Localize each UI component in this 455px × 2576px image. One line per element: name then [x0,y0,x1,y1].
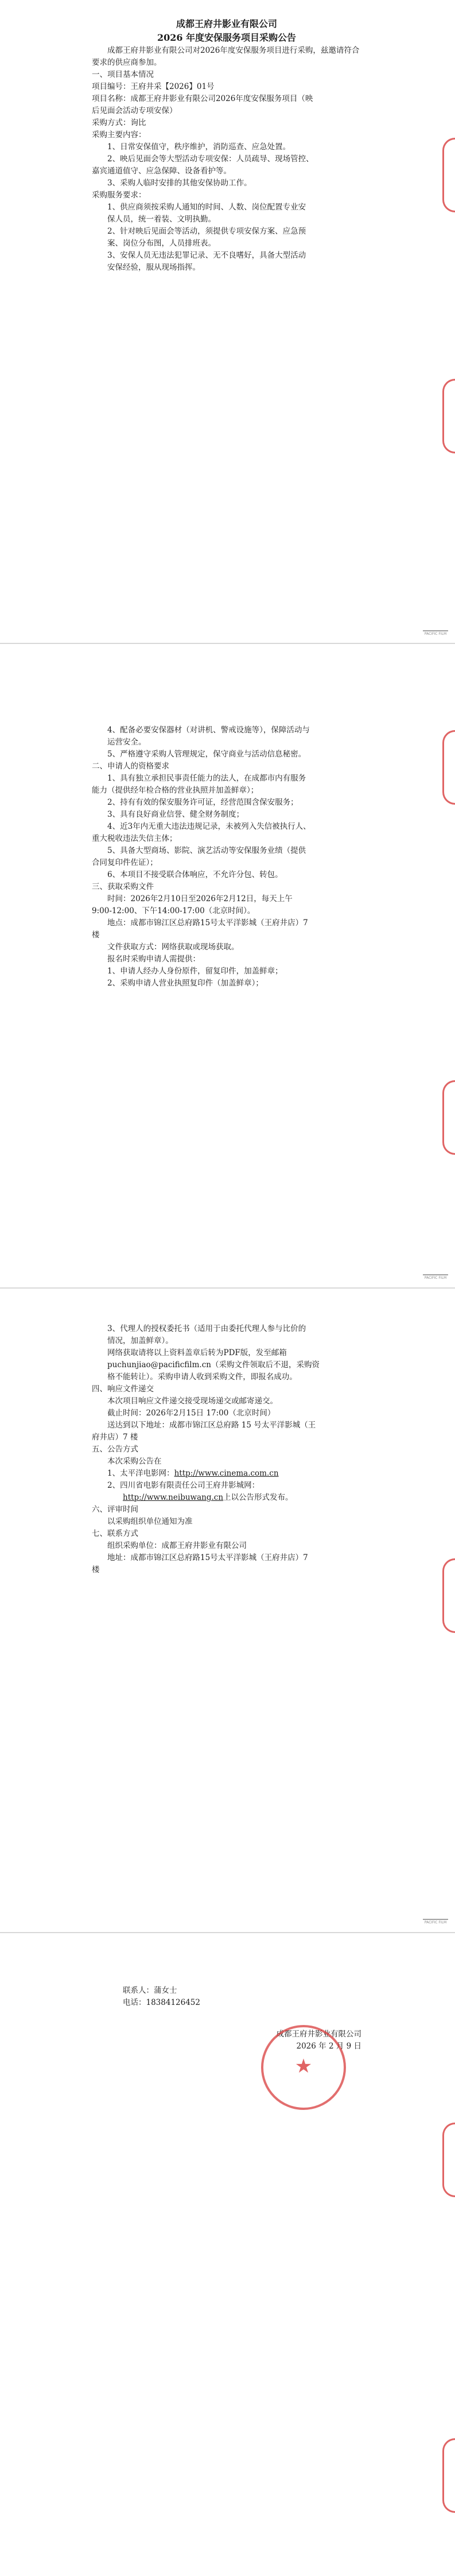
acquisition-method: 文件获取方式：网络获取或现场获取。 [107,942,239,952]
cinema-website-link[interactable]: http://www.cinema.com.cn [174,1469,279,1478]
signature-date: 2026 年 2 月 9 日 [296,2042,361,2051]
online-submission-line-3: 格不能转让）。采购申请人收到采购文件，即报名成功。 [107,1372,297,1382]
registration-item-3-line-2: 情况，加盖鲜章）。 [107,1336,173,1345]
seal-star-icon: ★ [294,2055,313,2078]
section-3-heading: 三、获取采购文件 [92,882,154,891]
contact-phone: 电话：18384126452 [123,1998,200,2007]
qualification-1-line-2: 能力（提供经年检合格的营业执照并加盖鲜章）； [92,786,259,795]
company-seal-stamp [261,2025,346,2110]
section-6-heading: 六、评审时间 [92,1505,138,1514]
intro-paragraph: 成都王府井影业有限公司对2026年度安保服务项目进行采购，兹邀请符合要求的供应商参加。 [92,46,360,67]
registration-item-3-line-1: 3、代理人的授权委托书（适用于由委托代理人参与比价的 [107,1324,306,1333]
seam-seal-stamp [442,2438,455,2513]
section-4-heading: 四、响应文件递交 [92,1384,154,1394]
requirements-heading: 采购服务要求： [92,191,146,200]
qualification-1-line-1: 1、具有独立承担民事责任能力的法人，在成都市内有服务 [107,774,306,783]
neibuwang-website-link[interactable]: http://www.neibuwang.cn [123,1493,224,1502]
page-2-content [92,724,361,990]
qualification-5-line-1: 5、具备大型商场、影院、演艺活动等安保服务业绩（提供 [107,846,306,855]
project-number: 项目编号：王府井采【2026】01号 [92,82,215,91]
response-deadline: 截止时间：2026年2月15日 17:00（北京时间） [107,1409,275,1418]
qualification-4-line-1: 4、近3年内无重大违法违规记录，未被列入失信被执行人、 [107,822,311,831]
section-7-heading: 七、联系方式 [92,1529,138,1538]
content-item-2-line-2: 嘉宾通道值守、应急保障、设备看护等。 [92,166,231,176]
publication-site-2-url-line [92,1492,361,1504]
qualification-2: 2、持有有效的保安服务许可证，经营范围含保安服务； [107,798,298,807]
signature-company: 成都王府井影业有限公司 [276,2030,361,2039]
registration-heading: 报名时采购申请人需提供： [107,955,200,964]
content-item-1: 1、日常安保值守，秩序维护，消防巡查、应急处置。 [107,142,291,152]
seam-seal-stamp [442,1080,455,1155]
contact-person: 联系人：蒲女士 [123,1986,177,1995]
project-name-line-2: 后见面会活动专项安保） [92,106,177,115]
delivery-address-line-1: 送达到以下地址：成都市锦江区总府路 15 号太平洋影城（王 [107,1421,316,1430]
publication-heading: 本次采购公告在 [107,1457,162,1466]
contact-address-line-2: 楼 [92,1565,100,1574]
acquisition-time-line-2: 9:00-12:00、下午14:00-17:00（北京时间）。 [92,906,255,915]
seam-seal-stamp [442,138,455,212]
requirement-3-line-1: 3、安保人员无违法犯罪记录、无不良嗜好，具备大型活动 [107,251,306,260]
seam-seal-stamp [442,379,455,453]
requirement-1-line-1: 1、供应商须按采购人通知的时间、人数、岗位配置专业安 [107,203,306,212]
footer-logo: PACIFIC FILM [423,630,448,637]
publication-site-1-label: 1、太平洋电影网： [107,1469,174,1478]
acquisition-time-line-1: 时间：2026年2月10日至2026年2月12日，每天上午 [107,894,293,903]
seam-seal-stamp [442,730,455,805]
review-time: 以采购组织单位通知为准 [107,1517,193,1526]
qualification-3: 3、具有良好商业信誉、健全财务制度； [107,810,244,819]
publication-site-2: 2、四川省电影有限责任公司王府井影城网： [107,1481,260,1490]
page-3-content [92,1323,361,1576]
document-page-3 [0,1289,455,1932]
content-item-2-line-1: 2、映后见面会等大型活动专项安保：人员疏导、现场管控、 [107,154,314,164]
online-submission-line-1: 网络获取请将以上资料盖章后转为PDF版，发至邮箱 [107,1348,287,1357]
page-1-content [92,17,361,274]
requirement-2-line-2: 案、岗位分布图，人员排班表。 [107,239,216,248]
requirement-3-line-2: 安保经验，服从现场指挥。 [107,263,200,272]
content-item-3: 3、采购人临时安排的其他安保协助工作。 [107,179,252,188]
procurement-method: 采购方式：询比 [92,118,146,127]
section-2-heading: 二、申请人的资格要求 [92,762,169,771]
publication-site-2-suffix: 上以公告形式发布。 [223,1493,293,1502]
section-1-heading: 一、项目基本情况 [92,70,154,79]
organizer: 组织采购单位：成都王府井影业有限公司 [107,1541,247,1550]
requirement-4-line-2: 运营安全。 [107,738,146,747]
requirement-4-line-1: 4、配备必要安保器材（对讲机、警戒设施等），保障活动与 [107,726,310,735]
document-title-line-2: 2026 年度安保服务项目采购公告 [157,32,297,43]
response-method: 本次项目响应文件递交接受现场递交或邮寄递交。 [107,1396,278,1406]
requirement-1-line-2: 保人员，统一着装、文明执勤。 [107,215,216,224]
document-title-line-1: 成都王府井影业有限公司 [176,18,277,29]
online-submission-line-2: puchunjiao@pacificfilm.cn（采购文件领取后不退，采购资 [107,1360,320,1370]
project-name-line-1: 项目名称：成都王府井影业有限公司2026年度安保服务项目（映 [92,94,313,103]
footer-logo: PACIFIC FILM [423,1274,448,1281]
registration-item-1: 1、申请人经办人身份原件，留复印件，加盖鲜章； [107,967,283,976]
requirement-2-line-1: 2、针对映后见面会等活动，须提供专项安保方案、应急预 [107,227,306,236]
document-page-1 [0,0,455,643]
seam-seal-stamp [442,1558,455,1633]
contact-address-line-1: 地址：成都市锦江区总府路15号太平洋影城（王府井店）7 [107,1553,308,1562]
footer-logo: PACIFIC FILM [423,1919,448,1926]
qualification-6: 6、本项目不接受联合体响应，不允许分包、转包。 [107,870,283,879]
document-page-4 [0,1933,455,2576]
qualification-4-line-2: 重大税收违法失信主体； [92,834,177,843]
registration-item-2: 2、采购申请人营业执照复印件（加盖鲜章）； [107,979,263,988]
content-heading: 采购主要内容： [92,130,146,139]
requirement-5: 5、严格遵守采购人管理规定，保守商业与活动信息秘密。 [107,750,306,759]
delivery-address-line-2: 府井店）7 楼 [92,1433,138,1442]
qualification-5-line-2: 合同复印件佐证）； [92,858,158,867]
acquisition-address-line-1: 地点：成都市锦江区总府路15号太平洋影城（王府井店）7 [107,918,308,928]
publication-site-1 [92,1468,361,1480]
document-page-2 [0,644,455,1287]
seam-seal-stamp [442,2123,455,2197]
section-5-heading: 五、公告方式 [92,1445,138,1454]
acquisition-address-line-2: 楼 [92,930,100,940]
